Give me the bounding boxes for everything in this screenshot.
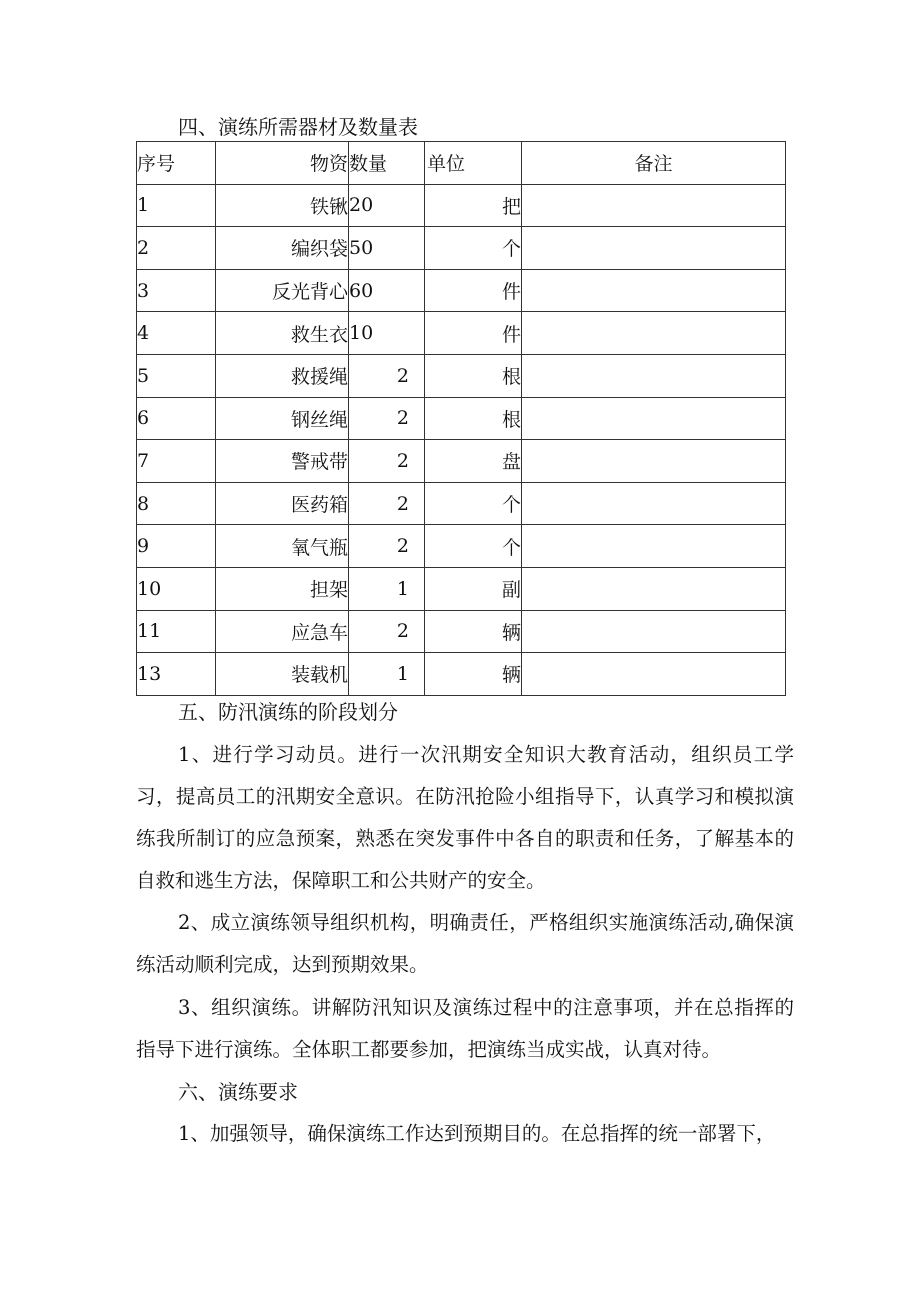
cell-item: 救生衣: [216, 312, 349, 355]
cell-qty: 1: [349, 653, 425, 696]
table-header-row: [137, 142, 786, 185]
cell-no: 7: [137, 440, 216, 483]
cell-item: 医药箱: [216, 482, 349, 525]
cell-unit: 根: [425, 397, 522, 440]
header-item: 物资: [216, 142, 349, 185]
cell-item: 应急车: [216, 610, 349, 653]
table-row: [137, 184, 786, 227]
cell-qty: 1: [349, 567, 425, 610]
cell-note: [522, 567, 786, 610]
cell-no: 5: [137, 354, 216, 397]
cell-qty: 10: [349, 312, 425, 355]
table-row: [137, 397, 786, 440]
header-qty: 数量: [349, 142, 425, 185]
cell-note: [522, 312, 786, 355]
cell-no: 9: [137, 525, 216, 568]
cell-unit: 盘: [425, 440, 522, 483]
cell-note: [522, 653, 786, 696]
cell-unit: 副: [425, 567, 522, 610]
cell-qty: 2: [349, 397, 425, 440]
cell-note: [522, 227, 786, 270]
cell-qty: 60: [349, 269, 425, 312]
cell-note: [522, 440, 786, 483]
header-no: 序号: [137, 142, 216, 185]
table-row: [137, 354, 786, 397]
cell-no: 6: [137, 397, 216, 440]
cell-no: 13: [137, 653, 216, 696]
cell-qty: 2: [349, 610, 425, 653]
cell-unit: 件: [425, 312, 522, 355]
cell-item: 反光背心: [216, 269, 349, 312]
table-row: [137, 610, 786, 653]
cell-note: [522, 610, 786, 653]
table-row: [137, 525, 786, 568]
cell-unit: 个: [425, 227, 522, 270]
cell-qty: 50: [349, 227, 425, 270]
cell-unit: 个: [425, 525, 522, 568]
cell-note: [522, 354, 786, 397]
header-note: 备注: [522, 142, 786, 185]
cell-unit: 个: [425, 482, 522, 525]
section5-title: 五、防汛演练的阶段划分: [178, 700, 398, 724]
cell-qty: 2: [349, 482, 425, 525]
cell-no: 8: [137, 482, 216, 525]
cell-item: 氧气瓶: [216, 525, 349, 568]
cell-qty: 2: [349, 525, 425, 568]
table-row: [137, 440, 786, 483]
cell-no: 2: [137, 227, 216, 270]
section5-paragraph-2: 2、成立演练领导组织机构，明确责任，严格组织实施演练活动,确保演练活动顺利完成，达到预期效果。: [136, 911, 794, 976]
cell-no: 10: [137, 567, 216, 610]
cell-item: 编织袋: [216, 227, 349, 270]
cell-no: 4: [137, 312, 216, 355]
table-row: [137, 312, 786, 355]
table-row: [137, 482, 786, 525]
cell-no: 1: [137, 184, 216, 227]
section5-paragraph-1: 1、进行学习动员。进行一次汛期安全知识大教育活动，组织员工学习，提高员工的汛期安全意识。在防汛抢险小组指导下，认真学习和模拟演练我所制订的应急预案，熟悉在突发事件中各自的职责和任务，了解基本的自救和逃生方法，保障职工和公共财产的安全。: [136, 743, 794, 892]
cell-no: 3: [137, 269, 216, 312]
cell-unit: 件: [425, 269, 522, 312]
table-row: [137, 269, 786, 312]
cell-unit: 根: [425, 354, 522, 397]
cell-item: 救援绳: [216, 354, 349, 397]
cell-qty: 2: [349, 354, 425, 397]
table-row: [137, 567, 786, 610]
cell-item: 钢丝绳: [216, 397, 349, 440]
section4-title: 四、演练所需器材及数量表: [178, 115, 418, 139]
table-row: [137, 653, 786, 696]
cell-note: [522, 397, 786, 440]
section6-title: 六、演练要求: [178, 1080, 298, 1104]
materials-table: [136, 141, 786, 696]
cell-item: 担架: [216, 567, 349, 610]
cell-note: [522, 184, 786, 227]
section5-paragraph-3: 3、组织演练。讲解防汛知识及演练过程中的注意事项，并在总指挥的指导下进行演练。全体职工都要参加，把演练当成实战，认真对待。: [136, 996, 794, 1061]
cell-item: 警戒带: [216, 440, 349, 483]
cell-unit: 把: [425, 184, 522, 227]
cell-note: [522, 482, 786, 525]
cell-qty: 20: [349, 184, 425, 227]
cell-no: 11: [137, 610, 216, 653]
cell-qty: 2: [349, 440, 425, 483]
section6-paragraph-1: 1、加强领导，确保演练工作达到预期目的。在总指挥的统一部署下，: [178, 1122, 776, 1145]
cell-unit: 辆: [425, 653, 522, 696]
cell-item: 铁锹: [216, 184, 349, 227]
cell-note: [522, 269, 786, 312]
table-row: [137, 227, 786, 270]
cell-note: [522, 525, 786, 568]
header-unit: 单位: [425, 142, 522, 185]
cell-item: 装载机: [216, 653, 349, 696]
cell-unit: 辆: [425, 610, 522, 653]
